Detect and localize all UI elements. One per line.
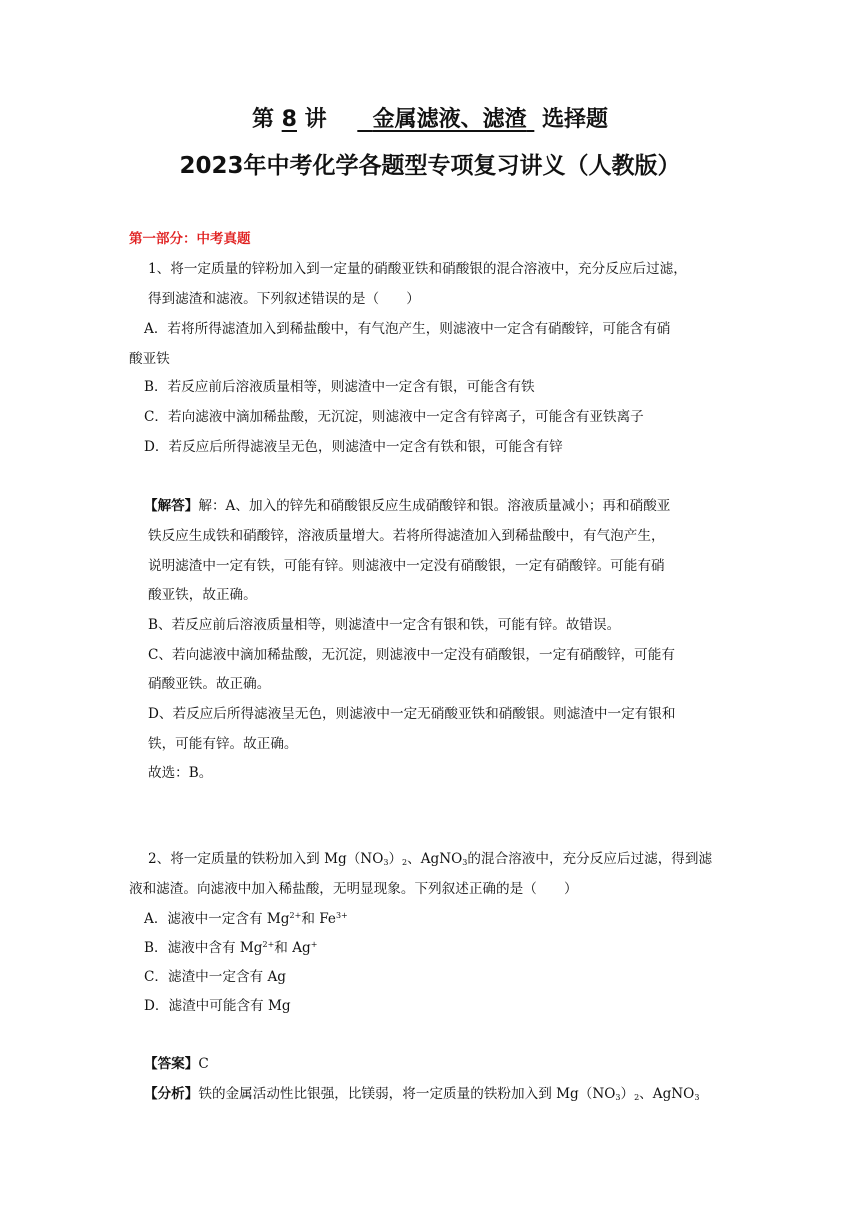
q2-analysis-sub1: 3 xyxy=(615,1093,621,1102)
title-topic-text: 金属滤液、滤渣 xyxy=(372,107,527,132)
q1-answer-line3: 说明滤渣中一定有铁，可能有锌。则滤液中一定没有硝酸银，一定有硝酸锌。可能有硝 xyxy=(148,558,665,574)
q2-option-b-mid: 和 Ag xyxy=(274,940,311,956)
q2-answer-tag: 【答案】 xyxy=(144,1056,199,1072)
q2-stem-sub3: 3 xyxy=(462,858,468,867)
q1-option-d: D．若反应后所得滤液呈无色，则滤渣中一定含有铁和银，可能含有锌 xyxy=(144,439,563,455)
q1-answer-line5: B、若反应前后溶液质量相等，则滤渣中一定含有银和铁，可能有锌。故错误。 xyxy=(148,617,621,633)
q1-answer-line1 xyxy=(144,496,670,516)
q1-answer-line2: 铁反应生成铁和硝酸锌，溶液质量增大。若将所得滤渣加入到稀盐酸中，有气泡产生， xyxy=(148,528,665,544)
q2-stem-text-a: 2、将一定质量的铁粉加入到 Mg（NO xyxy=(148,851,384,867)
lecture-subtitle: 2023年中考化学各题型专项复习讲义（人教版） xyxy=(179,153,681,179)
q1-answer-line4: 酸亚铁，故正确。 xyxy=(148,587,257,603)
q2-stem-sub1: 3 xyxy=(383,858,389,867)
q2-stem-sub2: 2 xyxy=(402,858,408,867)
q2-analysis-text-a: 铁的金属活动性比银强，比镁弱，将一定质量的铁粉加入到 Mg（NO xyxy=(198,1086,616,1102)
q2-stem-text-d: 的混合溶液中，充分反应后过滤，得到滤 xyxy=(467,851,713,867)
lecture-title xyxy=(0,105,860,135)
q2-option-a-mid: 和 Fe xyxy=(301,911,336,927)
q1-stem-line2: 得到滤渣和滤液。下列叙述错误的是（ ） xyxy=(148,291,420,307)
q2-answer-value: C xyxy=(198,1056,209,1072)
q1-answer-text: 解：A、加入的锌先和硝酸银反应生成硝酸锌和银。溶液质量减小；再和硝酸亚 xyxy=(198,498,671,514)
q2-analysis-text-c: 、AgNO xyxy=(639,1086,695,1102)
q1-answer-line9: 铁，可能有锌。故正确。 xyxy=(148,736,298,752)
q2-option-b-text: B．滤液中含有 Mg xyxy=(144,940,263,956)
title-topic xyxy=(357,107,534,132)
title-jiang: 讲 xyxy=(304,107,327,132)
q2-analysis xyxy=(144,1084,699,1104)
q2-option-a-sup2: 3+ xyxy=(335,911,348,920)
q1-option-a-line1: A．若将所得滤渣加入到稀盐酸中，有气泡产生，则滤液中一定含有硝酸锌，可能含有硝 xyxy=(144,321,671,337)
q2-option-a-sup1: 2+ xyxy=(289,911,302,920)
q1-answer-line6: C、若向滤液中滴加稀盐酸，无沉淀，则滤液中一定没有硝酸银，一定有硝酸锌，可能有 xyxy=(148,647,675,663)
q2-option-b-sup2: + xyxy=(310,940,318,949)
q2-option-a xyxy=(144,909,348,929)
title-suffix: 选择题 xyxy=(542,107,609,132)
q2-answer xyxy=(144,1054,209,1074)
q1-answer-line10: 故选：B。 xyxy=(148,765,213,781)
q2-option-b-sup1: 2+ xyxy=(262,940,275,949)
q2-option-c: C．滤渣中一定含有 Ag xyxy=(144,969,286,985)
q2-stem-line1 xyxy=(148,849,712,869)
q1-option-b: B．若反应前后溶液质量相等，则滤渣中一定含有银，可能含有铁 xyxy=(144,379,535,395)
title-prefix: 第 xyxy=(251,107,274,132)
q2-stem-line2: 液和滤渣。向滤液中加入稀盐酸，无明显现象。下列叙述正确的是（ ） xyxy=(129,881,578,897)
q2-stem-text-b: ） xyxy=(388,851,403,867)
q2-analysis-text-b: ） xyxy=(620,1086,635,1102)
q1-answer-tag: 【解答】 xyxy=(144,498,199,514)
q1-option-c: C．若向滤液中滴加稀盐酸，无沉淀，则滤液中一定含有锌离子，可能含有亚铁离子 xyxy=(144,409,644,425)
q2-option-d: D．滤渣中可能含有 Mg xyxy=(144,998,291,1014)
q1-answer-line8: D、若反应后所得滤液呈无色，则滤液中一定无硝酸亚铁和硝酸银。则滤渣中一定有银和 xyxy=(148,706,676,722)
section-heading: 第一部分：中考真题 xyxy=(129,231,251,247)
q2-analysis-sub2: 2 xyxy=(634,1093,640,1102)
q2-option-b xyxy=(144,938,317,958)
q2-option-a-text: A．滤液中一定含有 Mg xyxy=(144,911,290,927)
q2-stem-text-c: 、AgNO xyxy=(407,851,463,867)
q1-option-a-line2: 酸亚铁 xyxy=(129,351,170,367)
title-number: 8 xyxy=(281,107,297,132)
q2-analysis-tag: 【分析】 xyxy=(144,1086,199,1102)
q1-answer-line7: 硝酸亚铁。故正确。 xyxy=(148,676,271,692)
q1-stem-line1: 1、将一定质量的锌粉加入到一定量的硝酸亚铁和硝酸银的混合溶液中，充分反应后过滤， xyxy=(148,261,687,277)
q2-analysis-sub3: 3 xyxy=(694,1093,700,1102)
